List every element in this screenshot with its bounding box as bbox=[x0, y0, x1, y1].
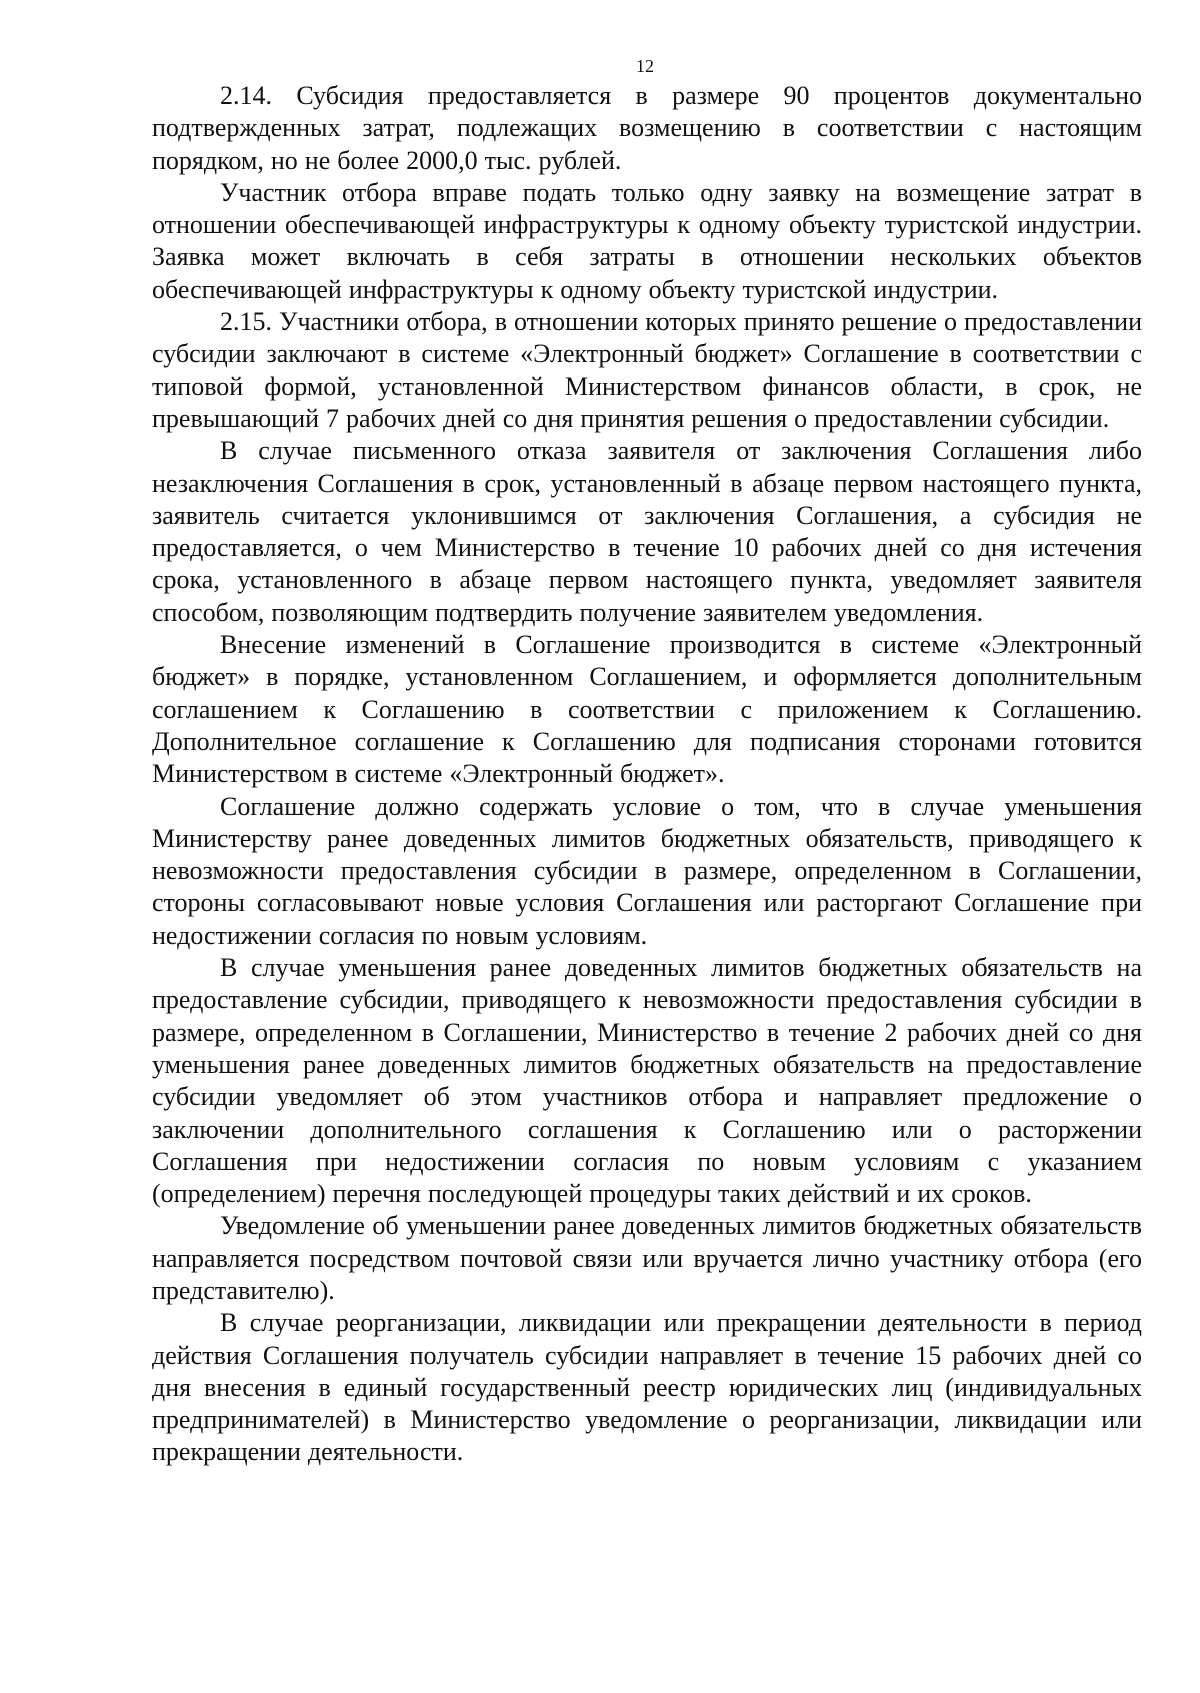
paragraph-reorganization: В случае реорганизации, ликвидации или прекращении деятельности в период действия Соглашения получатель субсидии направляет в течение 15 рабочих дней со дня внесения в единый государственный реестр юридических лиц (индивидуальных предпринимателей) в Министерство уведомление о реорганизации, ликвидации или прекращении деятельности. bbox=[152, 1308, 1142, 1467]
page-number: 12 bbox=[636, 56, 654, 76]
paragraph-notification: Уведомление об уменьшении ранее доведенных лимитов бюджетных обязательств направляется посредством почтовой связи или вручается лично участнику отбора (его представителю). bbox=[152, 1211, 1142, 1305]
paragraph-refusal: В случае письменного отказа заявителя от заключения Соглашения либо незаключения Соглашения в срок, установленный в абзаце первом настоящего пункта, заявитель считается уклонившимся от заключения Соглашения, а субсидия не предоставляется, о чем Министерство в течение 10 рабочих дней со дня истечения срока, установленного в абзаце первом настоящего пункта, уведомляет заявителя способом, позволяющим подтвердить получение заявителем уведомления. bbox=[152, 436, 1142, 627]
paragraph-application-limit: Участник отбора вправе подать только одну заявку на возмещение затрат в отношении обеспечивающей инфраструктуры к одному объекту туристской индустрии. Заявка может включать в себя затраты в отношении нескольких объектов обеспечивающей инфраструктуры к одному объекту туристской индустрии. bbox=[152, 177, 1142, 304]
paragraph-2-14: 2.14. Субсидия предоставляется в размере 90 процентов документально подтвержденных затрат, подлежащих возмещению в соответствии с настоящим порядком, но не более 2000,0 тыс. рублей. bbox=[152, 81, 1142, 175]
paragraph-amendments: Внесение изменений в Соглашение производится в системе «Электронный бюджет» в порядке, установленном Соглашением, и оформляется дополнительным соглашением к Соглашению в соответствии с приложением к Соглашению. Дополнительное соглашение к Соглашению для подписания сторонами готовится Министерством в системе «Электронный бюджет». bbox=[152, 630, 1142, 789]
document-body bbox=[152, 80, 1142, 1469]
paragraph-agreement-condition: Соглашение должно содержать условие о том, что в случае уменьшения Министерству ранее доведенных лимитов бюджетных обязательств, приводящего к невозможности предоставления субсидии в размере, определенном в Соглашении, стороны согласовывают новые условия Соглашения или расторгают Соглашение при недостижении согласия по новым условиям. bbox=[152, 791, 1142, 950]
paragraph-2-15: 2.15. Участники отбора, в отношении которых принято решение о предоставлении субсидии заключают в системе «Электронный бюджет» Соглашение в соответствии с типовой формой, установленной Министерством финансов области, в срок, не превышающий 7 рабочих дней со дня принятия решения о предоставлении субсидии. bbox=[152, 307, 1142, 433]
paragraph-limit-reduction: В случае уменьшения ранее доведенных лимитов бюджетных обязательств на предоставление субсидии, приводящего к невозможности предоставления субсидии в размере, определенном в Соглашении, Министерство в течение 2 рабочих дней со дня уменьшения ранее доведенных лимитов бюджетных обязательств на предоставление субсидии уведомляет об этом участников отбора и направляет предложение о заключении дополнительного соглашения к Соглашению или о расторжении Соглашения при недостижении согласия по новым условиям с указанием (определением) перечня последующей процедуры таких действий и их сроков. bbox=[152, 953, 1142, 1209]
